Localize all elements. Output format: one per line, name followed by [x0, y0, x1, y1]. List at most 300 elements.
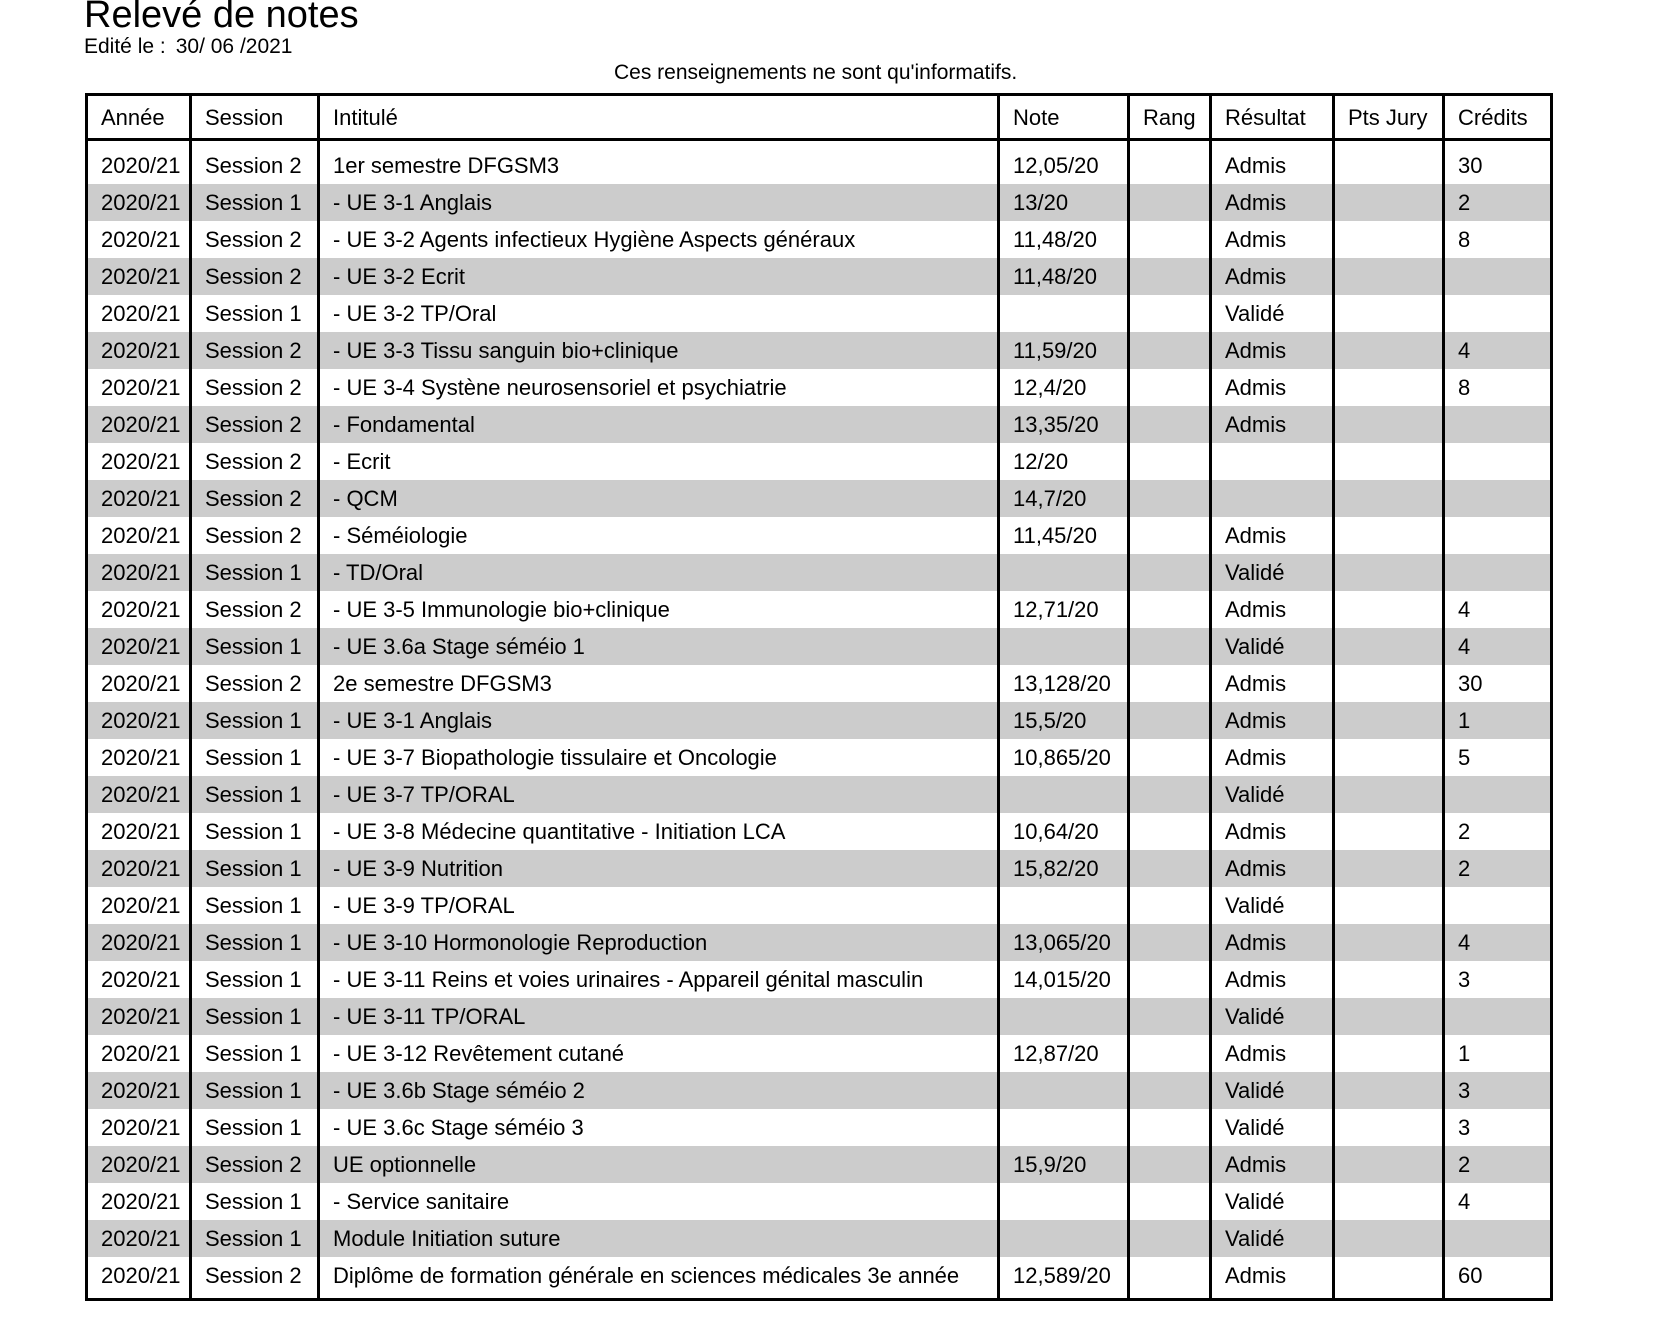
cell-resultat	[1211, 443, 1334, 480]
table-row	[87, 628, 1552, 665]
table-row	[87, 184, 1552, 221]
cell-session: Session 1	[191, 850, 319, 887]
cell-intitule: UE optionnelle	[319, 1146, 999, 1183]
cell-note	[999, 1183, 1129, 1220]
cell-resultat: Admis	[1211, 147, 1334, 184]
cell-resultat	[1211, 480, 1334, 517]
cell-session: Session 1	[191, 184, 319, 221]
cell-note: 13,065/20	[999, 924, 1129, 961]
cell-intitule: - UE 3-2 Ecrit	[319, 258, 999, 295]
cell-pts-jury	[1334, 1109, 1444, 1146]
cell-credits: 2	[1444, 1146, 1552, 1183]
cell-pts-jury	[1334, 517, 1444, 554]
cell-rang	[1129, 184, 1211, 221]
cell-intitule: 1er semestre DFGSM3	[319, 147, 999, 184]
cell-pts-jury	[1334, 813, 1444, 850]
cell-annee: 2020/21	[87, 739, 191, 776]
cell-pts-jury	[1334, 776, 1444, 813]
cell-annee: 2020/21	[87, 517, 191, 554]
cell-rang	[1129, 665, 1211, 702]
table-row	[87, 1109, 1552, 1146]
cell-intitule: - UE 3-7 TP/ORAL	[319, 776, 999, 813]
cell-resultat: Admis	[1211, 591, 1334, 628]
cell-rang	[1129, 1257, 1211, 1300]
cell-annee: 2020/21	[87, 406, 191, 443]
cell-intitule: - UE 3-8 Médecine quantitative - Initiation LCA	[319, 813, 999, 850]
column-header-annee: Année	[87, 95, 191, 140]
cell-credits: 8	[1444, 369, 1552, 406]
cell-credits: 1	[1444, 1035, 1552, 1072]
table-row	[87, 850, 1552, 887]
cell-session: Session 1	[191, 554, 319, 591]
cell-note: 11,48/20	[999, 221, 1129, 258]
spacer-cell	[999, 140, 1129, 148]
cell-credits: 60	[1444, 1257, 1552, 1300]
cell-resultat: Validé	[1211, 628, 1334, 665]
table-row	[87, 739, 1552, 776]
cell-rang	[1129, 1146, 1211, 1183]
cell-pts-jury	[1334, 480, 1444, 517]
cell-session: Session 1	[191, 295, 319, 332]
cell-note: 11,48/20	[999, 258, 1129, 295]
edit-date-label: Edité le :	[84, 35, 166, 58]
cell-intitule: - UE 3-10 Hormonologie Reproduction	[319, 924, 999, 961]
cell-session: Session 2	[191, 665, 319, 702]
cell-annee: 2020/21	[87, 554, 191, 591]
table-row	[87, 924, 1552, 961]
spacer-cell	[1129, 140, 1211, 148]
cell-rang	[1129, 332, 1211, 369]
cell-annee: 2020/21	[87, 1220, 191, 1257]
cell-credits: 3	[1444, 1072, 1552, 1109]
cell-note	[999, 1072, 1129, 1109]
cell-note	[999, 887, 1129, 924]
cell-resultat: Admis	[1211, 850, 1334, 887]
informative-notice: Ces renseignements ne sont qu'informatifs.	[614, 61, 1018, 84]
cell-note: 11,45/20	[999, 517, 1129, 554]
cell-session: Session 1	[191, 813, 319, 850]
cell-pts-jury	[1334, 739, 1444, 776]
cell-intitule: - UE 3-9 Nutrition	[319, 850, 999, 887]
cell-credits: 1	[1444, 702, 1552, 739]
table-row	[87, 1072, 1552, 1109]
cell-note: 12,4/20	[999, 369, 1129, 406]
cell-session: Session 2	[191, 332, 319, 369]
spacer-cell	[87, 140, 191, 148]
cell-session: Session 2	[191, 1257, 319, 1300]
cell-credits	[1444, 1220, 1552, 1257]
cell-intitule: - UE 3-2 Agents infectieux Hygiène Aspects généraux	[319, 221, 999, 258]
cell-pts-jury	[1334, 628, 1444, 665]
table-row	[87, 406, 1552, 443]
cell-credits: 2	[1444, 813, 1552, 850]
cell-note: 13,128/20	[999, 665, 1129, 702]
cell-rang	[1129, 1072, 1211, 1109]
table-row	[87, 369, 1552, 406]
cell-rang	[1129, 443, 1211, 480]
table-spacer-row	[87, 140, 1552, 148]
cell-pts-jury	[1334, 702, 1444, 739]
cell-annee: 2020/21	[87, 628, 191, 665]
cell-note	[999, 1109, 1129, 1146]
cell-note	[999, 295, 1129, 332]
cell-session: Session 2	[191, 221, 319, 258]
cell-pts-jury	[1334, 1072, 1444, 1109]
cell-annee: 2020/21	[87, 480, 191, 517]
cell-rang	[1129, 850, 1211, 887]
cell-rang	[1129, 961, 1211, 998]
cell-rang	[1129, 295, 1211, 332]
cell-rang	[1129, 147, 1211, 184]
cell-note: 12/20	[999, 443, 1129, 480]
table-row	[87, 517, 1552, 554]
cell-annee: 2020/21	[87, 1109, 191, 1146]
cell-intitule: - UE 3.6b Stage séméio 2	[319, 1072, 999, 1109]
cell-pts-jury	[1334, 184, 1444, 221]
spacer-cell	[1334, 140, 1444, 148]
cell-session: Session 1	[191, 739, 319, 776]
cell-credits: 4	[1444, 1183, 1552, 1220]
column-header-credits: Crédits	[1444, 95, 1552, 140]
cell-intitule: - UE 3-9 TP/ORAL	[319, 887, 999, 924]
cell-intitule: - Ecrit	[319, 443, 999, 480]
cell-note	[999, 1220, 1129, 1257]
cell-intitule: - UE 3.6a Stage séméio 1	[319, 628, 999, 665]
cell-intitule: Module Initiation suture	[319, 1220, 999, 1257]
cell-resultat: Admis	[1211, 665, 1334, 702]
cell-annee: 2020/21	[87, 369, 191, 406]
cell-pts-jury	[1334, 221, 1444, 258]
cell-pts-jury	[1334, 554, 1444, 591]
cell-intitule: - UE 3-7 Biopathologie tissulaire et Oncologie	[319, 739, 999, 776]
cell-credits: 5	[1444, 739, 1552, 776]
cell-session: Session 1	[191, 961, 319, 998]
cell-annee: 2020/21	[87, 776, 191, 813]
cell-resultat: Admis	[1211, 221, 1334, 258]
cell-annee: 2020/21	[87, 1035, 191, 1072]
cell-pts-jury	[1334, 998, 1444, 1035]
spacer-cell	[1444, 140, 1552, 148]
cell-annee: 2020/21	[87, 221, 191, 258]
table-row	[87, 702, 1552, 739]
cell-note: 12,589/20	[999, 1257, 1129, 1300]
cell-session: Session 1	[191, 1109, 319, 1146]
cell-intitule: - UE 3.6c Stage séméio 3	[319, 1109, 999, 1146]
cell-credits	[1444, 406, 1552, 443]
table-row	[87, 1257, 1552, 1300]
cell-annee: 2020/21	[87, 147, 191, 184]
table-row	[87, 147, 1552, 184]
cell-pts-jury	[1334, 332, 1444, 369]
cell-pts-jury	[1334, 1220, 1444, 1257]
cell-intitule: - UE 3-5 Immunologie bio+clinique	[319, 591, 999, 628]
cell-credits: 4	[1444, 628, 1552, 665]
cell-resultat: Admis	[1211, 961, 1334, 998]
cell-session: Session 1	[191, 998, 319, 1035]
cell-note	[999, 998, 1129, 1035]
cell-session: Session 2	[191, 480, 319, 517]
cell-intitule: - UE 3-3 Tissu sanguin bio+clinique	[319, 332, 999, 369]
cell-session: Session 1	[191, 1035, 319, 1072]
cell-session: Session 1	[191, 702, 319, 739]
cell-rang	[1129, 887, 1211, 924]
cell-pts-jury	[1334, 147, 1444, 184]
table-row	[87, 813, 1552, 850]
column-header-note: Note	[999, 95, 1129, 140]
cell-credits: 4	[1444, 332, 1552, 369]
cell-intitule: - UE 3-12 Revêtement cutané	[319, 1035, 999, 1072]
table-row	[87, 1220, 1552, 1257]
cell-resultat: Validé	[1211, 1072, 1334, 1109]
cell-annee: 2020/21	[87, 184, 191, 221]
cell-resultat: Admis	[1211, 1146, 1334, 1183]
cell-annee: 2020/21	[87, 998, 191, 1035]
cell-intitule: - TD/Oral	[319, 554, 999, 591]
cell-resultat: Validé	[1211, 998, 1334, 1035]
cell-resultat: Validé	[1211, 776, 1334, 813]
cell-pts-jury	[1334, 443, 1444, 480]
cell-rang	[1129, 221, 1211, 258]
cell-rang	[1129, 702, 1211, 739]
cell-note: 14,015/20	[999, 961, 1129, 998]
table-row	[87, 1183, 1552, 1220]
cell-session: Session 1	[191, 1183, 319, 1220]
table-row	[87, 221, 1552, 258]
cell-credits	[1444, 776, 1552, 813]
cell-rang	[1129, 480, 1211, 517]
column-header-session: Session	[191, 95, 319, 140]
table-row	[87, 480, 1552, 517]
cell-rang	[1129, 517, 1211, 554]
cell-session: Session 2	[191, 517, 319, 554]
cell-credits	[1444, 517, 1552, 554]
cell-session: Session 1	[191, 1220, 319, 1257]
table-row	[87, 332, 1552, 369]
cell-session: Session 2	[191, 443, 319, 480]
edit-date-value: 30/ 06 /2021	[175, 35, 293, 58]
cell-resultat: Validé	[1211, 887, 1334, 924]
cell-session: Session 1	[191, 924, 319, 961]
cell-note: 11,59/20	[999, 332, 1129, 369]
cell-intitule: - QCM	[319, 480, 999, 517]
cell-annee: 2020/21	[87, 443, 191, 480]
cell-annee: 2020/21	[87, 665, 191, 702]
cell-intitule: - UE 3-1 Anglais	[319, 184, 999, 221]
cell-note: 13,35/20	[999, 406, 1129, 443]
cell-note: 12,87/20	[999, 1035, 1129, 1072]
cell-pts-jury	[1334, 1146, 1444, 1183]
spacer-cell	[319, 140, 999, 148]
cell-rang	[1129, 591, 1211, 628]
edit-date	[84, 34, 293, 60]
cell-note	[999, 554, 1129, 591]
table-row	[87, 258, 1552, 295]
cell-credits	[1444, 443, 1552, 480]
cell-credits: 4	[1444, 924, 1552, 961]
cell-note: 14,7/20	[999, 480, 1129, 517]
cell-session: Session 1	[191, 887, 319, 924]
cell-credits: 30	[1444, 147, 1552, 184]
cell-resultat: Admis	[1211, 1035, 1334, 1072]
cell-intitule: - UE 3-11 TP/ORAL	[319, 998, 999, 1035]
column-header-resultat: Résultat	[1211, 95, 1334, 140]
cell-annee: 2020/21	[87, 702, 191, 739]
cell-resultat: Admis	[1211, 406, 1334, 443]
cell-pts-jury	[1334, 406, 1444, 443]
cell-pts-jury	[1334, 1035, 1444, 1072]
cell-note	[999, 628, 1129, 665]
column-header-intitule: Intitulé	[319, 95, 999, 140]
spacer-cell	[191, 140, 319, 148]
cell-resultat: Admis	[1211, 332, 1334, 369]
cell-annee: 2020/21	[87, 1146, 191, 1183]
cell-resultat: Validé	[1211, 1220, 1334, 1257]
cell-note: 10,865/20	[999, 739, 1129, 776]
cell-pts-jury	[1334, 369, 1444, 406]
cell-pts-jury	[1334, 591, 1444, 628]
cell-session: Session 2	[191, 591, 319, 628]
column-header-pts-jury: Pts Jury	[1334, 95, 1444, 140]
cell-rang	[1129, 776, 1211, 813]
cell-note: 10,64/20	[999, 813, 1129, 850]
cell-resultat: Admis	[1211, 813, 1334, 850]
document-title: Relevé de notes	[84, 0, 359, 36]
cell-resultat: Validé	[1211, 554, 1334, 591]
cell-rang	[1129, 258, 1211, 295]
cell-session: Session 1	[191, 1072, 319, 1109]
cell-rang	[1129, 813, 1211, 850]
cell-resultat: Admis	[1211, 924, 1334, 961]
table-row	[87, 591, 1552, 628]
cell-note: 12,71/20	[999, 591, 1129, 628]
cell-intitule: Diplôme de formation générale en sciences médicales 3e année	[319, 1257, 999, 1300]
cell-pts-jury	[1334, 887, 1444, 924]
cell-rang	[1129, 628, 1211, 665]
cell-rang	[1129, 1183, 1211, 1220]
cell-note	[999, 776, 1129, 813]
cell-rang	[1129, 554, 1211, 591]
cell-credits: 3	[1444, 1109, 1552, 1146]
table-row	[87, 443, 1552, 480]
cell-credits: 4	[1444, 591, 1552, 628]
spacer-cell	[1211, 140, 1334, 148]
cell-annee: 2020/21	[87, 1257, 191, 1300]
cell-session: Session 1	[191, 628, 319, 665]
cell-resultat: Admis	[1211, 1257, 1334, 1300]
cell-pts-jury	[1334, 1257, 1444, 1300]
cell-resultat: Validé	[1211, 1183, 1334, 1220]
cell-credits: 30	[1444, 665, 1552, 702]
cell-pts-jury	[1334, 850, 1444, 887]
cell-rang	[1129, 369, 1211, 406]
table-row	[87, 1146, 1552, 1183]
cell-annee: 2020/21	[87, 887, 191, 924]
cell-intitule: - Service sanitaire	[319, 1183, 999, 1220]
cell-rang	[1129, 998, 1211, 1035]
grades-table	[85, 93, 1553, 1301]
cell-rang	[1129, 739, 1211, 776]
cell-resultat: Admis	[1211, 369, 1334, 406]
cell-annee: 2020/21	[87, 924, 191, 961]
cell-intitule: - UE 3-1 Anglais	[319, 702, 999, 739]
cell-pts-jury	[1334, 665, 1444, 702]
table-row	[87, 887, 1552, 924]
cell-resultat: Admis	[1211, 184, 1334, 221]
cell-credits: 2	[1444, 184, 1552, 221]
cell-annee: 2020/21	[87, 258, 191, 295]
cell-credits	[1444, 887, 1552, 924]
cell-pts-jury	[1334, 961, 1444, 998]
column-header-rang: Rang	[1129, 95, 1211, 140]
cell-rang	[1129, 1220, 1211, 1257]
cell-pts-jury	[1334, 1183, 1444, 1220]
cell-annee: 2020/21	[87, 961, 191, 998]
cell-pts-jury	[1334, 258, 1444, 295]
table-row	[87, 776, 1552, 813]
cell-credits	[1444, 258, 1552, 295]
cell-intitule: - UE 3-11 Reins et voies urinaires - Appareil génital masculin	[319, 961, 999, 998]
cell-resultat: Admis	[1211, 702, 1334, 739]
table-row	[87, 554, 1552, 591]
cell-session: Session 2	[191, 1146, 319, 1183]
cell-intitule: - UE 3-2 TP/Oral	[319, 295, 999, 332]
cell-annee: 2020/21	[87, 1183, 191, 1220]
cell-annee: 2020/21	[87, 332, 191, 369]
cell-resultat: Admis	[1211, 739, 1334, 776]
table-row	[87, 295, 1552, 332]
cell-rang	[1129, 406, 1211, 443]
cell-credits: 8	[1444, 221, 1552, 258]
cell-note: 15,9/20	[999, 1146, 1129, 1183]
table-row	[87, 1035, 1552, 1072]
cell-rang	[1129, 924, 1211, 961]
cell-credits	[1444, 295, 1552, 332]
cell-pts-jury	[1334, 924, 1444, 961]
cell-annee: 2020/21	[87, 591, 191, 628]
table-header-row	[87, 95, 1552, 140]
cell-annee: 2020/21	[87, 1072, 191, 1109]
cell-resultat: Admis	[1211, 258, 1334, 295]
cell-session: Session 2	[191, 406, 319, 443]
cell-annee: 2020/21	[87, 850, 191, 887]
cell-intitule: - Séméiologie	[319, 517, 999, 554]
cell-resultat: Validé	[1211, 295, 1334, 332]
cell-note: 15,5/20	[999, 702, 1129, 739]
cell-credits	[1444, 554, 1552, 591]
cell-credits	[1444, 480, 1552, 517]
cell-rang	[1129, 1035, 1211, 1072]
cell-session: Session 2	[191, 147, 319, 184]
cell-session: Session 1	[191, 776, 319, 813]
cell-resultat: Admis	[1211, 517, 1334, 554]
cell-note: 15,82/20	[999, 850, 1129, 887]
cell-credits: 3	[1444, 961, 1552, 998]
table-row	[87, 998, 1552, 1035]
cell-intitule: - UE 3-4 Systène neurosensoriel et psychiatrie	[319, 369, 999, 406]
cell-resultat: Validé	[1211, 1109, 1334, 1146]
cell-rang	[1129, 1109, 1211, 1146]
cell-note: 13/20	[999, 184, 1129, 221]
cell-pts-jury	[1334, 295, 1444, 332]
cell-intitule: - Fondamental	[319, 406, 999, 443]
table-row	[87, 665, 1552, 702]
cell-session: Session 2	[191, 369, 319, 406]
cell-intitule: 2e semestre DFGSM3	[319, 665, 999, 702]
cell-session: Session 2	[191, 258, 319, 295]
table-row	[87, 961, 1552, 998]
cell-annee: 2020/21	[87, 813, 191, 850]
cell-annee: 2020/21	[87, 295, 191, 332]
